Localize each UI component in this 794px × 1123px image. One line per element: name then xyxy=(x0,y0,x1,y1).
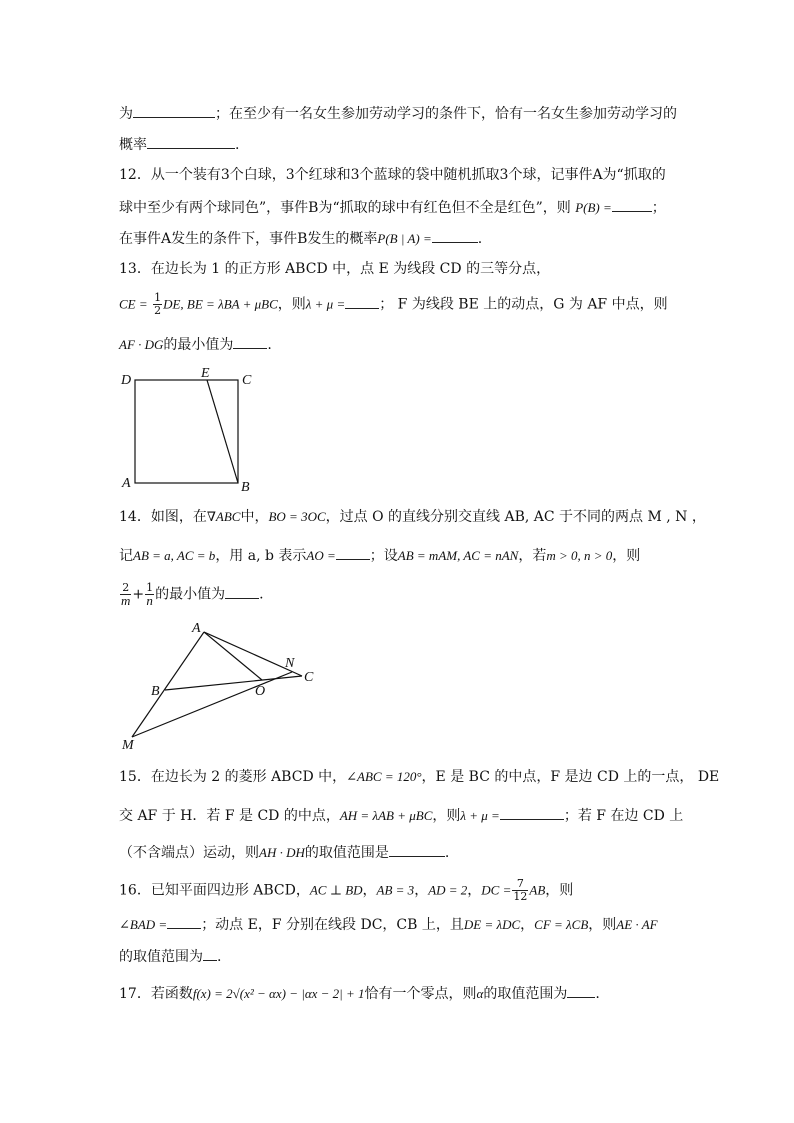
answer-blank[interactable] xyxy=(147,134,235,149)
q11-line2: 概率 . xyxy=(119,134,239,154)
fraction: $\frac{1}{2}$ xyxy=(154,291,162,317)
label-m: M xyxy=(122,738,134,753)
label-c: C xyxy=(242,373,252,388)
answer-blank[interactable] xyxy=(336,545,370,560)
triangle-figure xyxy=(112,615,327,755)
q13-line1: 13．在边长为 1 的正方形 ABCD 中，点 E 为线段 CD 的三等分点， xyxy=(119,261,551,277)
square-figure xyxy=(115,362,260,494)
label-b: B xyxy=(241,480,250,494)
q14-line1: 14．如图，在∇ABC中，BO = 3OC，过点 O 的直线分别交直线 AB, AC 于不同的两点 M , N ， xyxy=(119,509,706,525)
segment-bc xyxy=(165,676,302,690)
segment-be xyxy=(207,380,238,483)
label-o: O xyxy=(255,684,266,699)
answer-blank[interactable] xyxy=(167,914,201,929)
q12-line2: 球中至少有两个球同色”，事件B为“抓取的球中有红色但不全是红色”，则 P(B) = ； xyxy=(119,197,666,217)
q12-line3: 在事件A发生的条件下，事件B发生的概率P(B | A) = . xyxy=(119,228,482,248)
label-a: A xyxy=(122,476,131,491)
answer-blank[interactable] xyxy=(133,103,215,118)
fraction: $\frac{7}{12}$ xyxy=(513,877,528,903)
answer-blank[interactable] xyxy=(203,946,217,961)
segment-am xyxy=(132,632,204,737)
label-c: C xyxy=(304,670,314,685)
fraction: $\frac{1}{n}$ xyxy=(146,581,154,608)
answer-blank[interactable] xyxy=(567,983,595,998)
label-e: E xyxy=(201,366,210,381)
label-d: D xyxy=(121,373,132,388)
q13-line3: AF · DG的最小值为 . xyxy=(119,334,272,354)
label-n: N xyxy=(285,656,295,671)
answer-blank[interactable] xyxy=(500,805,564,820)
label-a: A xyxy=(192,621,201,636)
answer-blank[interactable] xyxy=(225,584,259,599)
q16-line1: 16．已知平面四边形 ABCD，AC ⊥ BD，AB = 3，AD = 2，DC = $\frac{7}{12}$ AB，则 xyxy=(119,877,574,903)
answer-blank[interactable] xyxy=(345,294,379,309)
q12-line1: 12．从一个装有3个白球，3个红球和3个蓝球的袋中随机抓取3个球，记事件A为“抓取的 xyxy=(119,167,666,183)
q11-line1: 为 ；在至少有一名女生参加劳动学习的条件下，恰有一名女生参加劳动学习的 xyxy=(119,103,677,123)
segment-ao xyxy=(204,632,262,680)
q14-line3: $\frac{2}{m}$ + $\frac{1}{n}$ 的最小值为 . xyxy=(121,581,264,608)
q15-line2: 交 AF 于 H．若 F 是 CD 的中点，AH = λAB + μBC，则λ + μ = ；若 F 在边 CD 上 xyxy=(119,805,683,825)
q16-line3: 的取值范围为 . xyxy=(119,946,221,966)
answer-blank[interactable] xyxy=(432,228,478,243)
q14-line2: 记AB = a, AC = b，用 a, b 表示AO = ；设AB = mAM, AC = nAN，若m > 0, n > 0，则 xyxy=(119,545,640,565)
q17-line1: 17．若函数f(x) = 2√(x² − αx) − |αx − 2| + 1恰有一个零点，则α的取值范围为 . xyxy=(119,983,600,1003)
answer-blank[interactable] xyxy=(389,842,445,857)
answer-blank[interactable] xyxy=(233,334,267,349)
q15-line1: 15．在边长为 2 的菱形 ABCD 中，∠ABC = 120°，E 是 BC 的中点，F 是边 CD 上的一点， DE xyxy=(119,769,720,785)
answer-blank[interactable] xyxy=(612,197,652,212)
fraction: $\frac{2}{m}$ xyxy=(121,581,131,608)
label-b: B xyxy=(151,684,160,699)
q15-line3: （不含端点）运动，则AH · DH的取值范围是 . xyxy=(119,842,449,862)
q13-line2: CE = $\frac{1}{2}$ DE, BE = λBA + μBC，则λ + μ = ； F 为线段 BE 上的动点，G 为 AF 中点，则 xyxy=(119,291,668,317)
segment-mn xyxy=(132,672,292,737)
q16-line2: ∠BAD = ；动点 E，F 分别在线段 DC，CB 上，且DE = λDC，CF = λCB，则AE · AF xyxy=(119,914,658,934)
